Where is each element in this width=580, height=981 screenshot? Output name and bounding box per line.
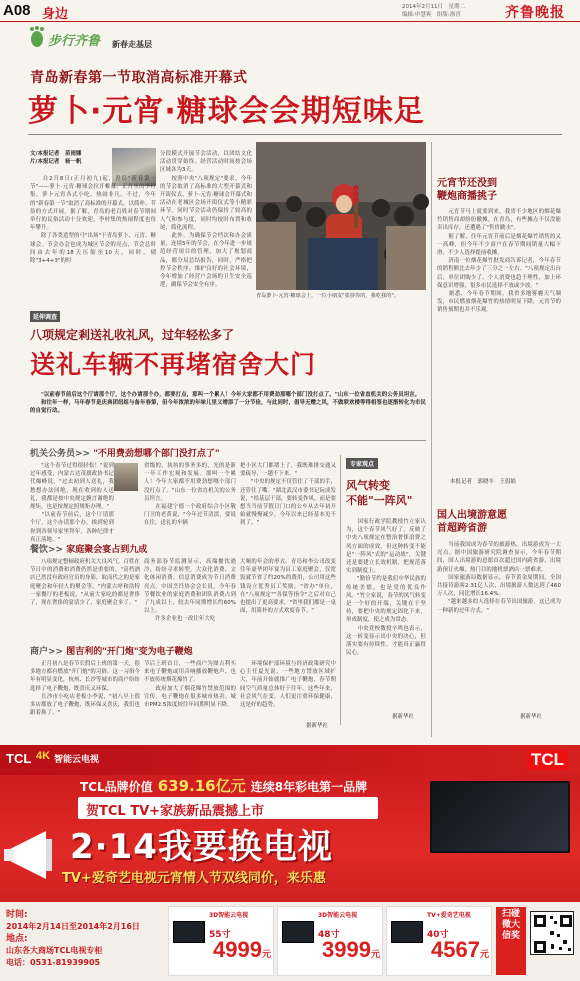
page-header <box>0 0 580 22</box>
product-3-label: TV+爱奇艺电视 <box>427 912 471 919</box>
qr-code-icon <box>531 912 575 956</box>
right-story-2-body: 当前我国成为春节的旅游热，出境游成为一大亮点。据中国旅游研究院调查显示，今年春节期间，国人出境游的意愿首次超过国内跨省游，出境游预订火爆，热门目的地机票酒店一票难求。 国家旅游局数据显示，春节黄金周期间，全国共接待游客2.31亿人次，出境旅游人数达到了460万人次，同比增长16.4%。 "越来越多的人选择在春节出国旅游，这已成为一种新的过年方式。" <box>437 542 561 614</box>
ad-brand: TCL <box>6 751 32 766</box>
issue-date: 2014年2月11日 星期二 <box>402 4 465 10</box>
commentary-credit: 据新华社 <box>392 714 414 720</box>
sub1-column-3: 把小区大门都堵上了，我既难排交通又要疏导，一趟不下来。" "中央的规定不仅管住了干部的手，还管住了嘴。"湖北武汉市委书记阮成发说，"给基层干部，要转变作风，而是要想当当前节假日门口的公车从去年初开始就慢慢减少，今年以来已经基本见不到了。" <box>240 463 336 527</box>
story-headline: 送礼车辆不再堵宿舍大门 <box>30 350 317 379</box>
ad-product-1 <box>168 906 274 976</box>
column-subtitle: 新春走基层 <box>112 40 152 49</box>
product-1-size: 55寸 <box>209 930 231 940</box>
ad-product-2 <box>277 906 383 976</box>
column-brand-label: 步行齐鲁 <box>48 34 101 49</box>
product-3-tv-icon <box>391 921 423 943</box>
ad-tagline: TV+爱奇艺电视元宵情人节双线同价，来乐惠 <box>62 871 326 886</box>
sub1-label: 机关公务员>> <box>30 449 91 459</box>
lead-column-2: 分段模式开展节会活动，以团结文化活动贯穿始终。经营活动时间按会场区域各为3天。 按照中央"八项规定"要求，今年的节会取消了高标准的大型开幕式和开街仪式，萝卜·元宵·糖球会开幕式和活动在老城区会场开街仪式等小精彩环节。同时节会活动仍保持了较高的人气和参与度，同时均按时布置和收尾，简化流程。 此外，为确保节会档次和办会质量，连续5年的节会，在今年进一步规范经营项目的管理，加大了规划商品，都分局总结报告，同时，严格把控节会秩序，维护良好的社会环境，今年增加了经营户会场的卫生安全巡逻，确保节会安全有序。 <box>160 151 252 289</box>
sub3-column-3: 环境保护部环境与经济政策研究中心主任夏光说，一些地方禁放区域扩大，年前开始就推广电子鞭炮，春节期间空气质量总体好于往年。这些年来，社会风气在变，人们更注重环保健康，这是好的趋势。 <box>240 661 336 709</box>
product-3-size: 40寸 <box>427 930 449 940</box>
ad-banner-text: 贺TCL TV+家族新品震撼上市 <box>86 804 265 819</box>
right-story-1-credit: 本报记者 郭晓丰 王倡娟 <box>450 479 516 485</box>
sub1-column-2: 省级的，执执的事务多的，光的是新一年工作宏观和发展。那叫一个累人！今年大家都不用费劲想哪个部门没打点了。"山东一位省直机关的公务员坦言。 在福建宁德一个政府综合小区敬门卫的老黄说，"今年过节清淡，要说在往，送礼的车辆 <box>144 463 236 527</box>
ad-time-value: 2014年2月14日至2014年2月16日 <box>6 922 140 931</box>
qr-char-6: 奖 <box>511 931 521 941</box>
ad-value: 639.16亿元 <box>157 777 246 795</box>
lead-byline: 文/本报记者 苗雨娜 片/本报记者 杨一帆 <box>30 151 82 166</box>
editor-credits: 编辑:申慧爽 组版:洛青 <box>402 12 461 18</box>
ad-qr-text <box>496 907 526 975</box>
right-story-1-body: 元宵节马上就要到来，我省不少地区的烟花爆竹销售商却纷纷撤摊。在青岛，有些摊点不仅没能卖出库存，还遭遇了"售价跳水"。 据了解，往年元宵节前后是烟花爆竹销售的又一高峰，但今年不少商户在春节期间销量大幅下滑，不少人选择提前收摊。 济南一位烟花爆竹批发商告诉记者，今年春节的销售额比去年少了三分之一左右。"八项规定出台后，单位团购少了，个人消费也趋于理性，加上环保意识增强，很多市民选择不放或少放。" 据悉，今年春节期间，我省多地雾霾天气频发，市民燃放烟花爆竹的热情明显下降，元宵节的销售预期也并不乐观。 <box>437 209 561 314</box>
sub2-label: 餐饮>> <box>30 545 64 555</box>
lead-photo-caption: 青岛萝卜·元宵·糖球会上，一位小朋友"张挤你的，我吃我的"。 <box>256 293 399 299</box>
ad-logo: TCL <box>527 750 568 770</box>
page-code: A08 <box>3 2 31 19</box>
sub2-column-1: 八项规定整顿政府机关大良风气，百姓在节日中的消费和消费仍然是重要的。"高档酒店已然没有政府官员的身影，取而代之的是家庭聚会和年轻人的聚会等。"内蒙古呼和浩特一家餐厅的老板说，"从前大家吃的都是奢侈了，现在奢侈的宴请少了，家庭聚会多了。" <box>30 559 140 607</box>
ad-main-slogan: 2·14我要换电视 <box>70 827 333 867</box>
ad-headline-band <box>80 775 480 795</box>
sub2-column-2: 商务部春节监测显示，高端餐饮遇冷，纷纷寻求转型，大众化消费、文化休闲消费、信息消费成为节日消费亮点。中国烹饪协会会长说，今年春节餐饮业的家庭消费和团队消费占到了九成以上，较去年同期增长约60%以上。 许多企业也一改往年大吃 <box>144 559 236 623</box>
lead-column-1: 自2月8日(正月初九)起，青岛"新春第一节"——萝卜·元宵·糖球会拉开帷幕。正月里的李村集，萝卜元宵各式小吃，热闹非凡。不过，今年的"新春第一节"取消了高标准的开幕式，以简朴、节俭的方式开展。据了解，青岛的老百姓对春节期间举行的民俗活动十分欢迎，李村集的热闹程度也每年攀升。 除了各类造型的马"出场"于青岛萝卜、元宵、糖球会。节会办会也成为城区节会的亮点，节会总时间由去年的18天压缩至10天，同时，剔除"3+4+3"的时 <box>30 176 156 265</box>
paper-logo: 齐鲁晚报 <box>505 5 565 21</box>
commentary-body: 国家行政学院教授竹立家认为，这个春节风气好了，反映了中央八项规定在整治奢侈浪费之风方面的成效。但这种转变不能是"一阵风"式的"运动战"，关键还是要建立长效机制，把规范落实到制度上。 "勤俭节约是我们中华民族的传统美德，也是党的优良作风。"竹立家说，春节的风气转变是一个好的开端，关键在于坚持，要把中央的规定固化下来，形成制度，使之成为常态。 中央党校教授辛鸣也表示，这一转变显示出中央的决心，但落实要有持续性，才能真正赢得民心。 <box>346 519 426 657</box>
qr-char-1: 扫 <box>501 909 511 919</box>
commentary-title: 风气转变 不能"一阵风" <box>346 479 413 507</box>
sub2-column-3: 大喝的年会的形式。青岛和李公司改变往年豪华团年宴为员工家庭聚会，仅宽饭就节省了约20%的费用，公司用这些钱设立优秀员工奖励。"省办"单位，在"八项规定""各保等指令"之后对自己也提出了更高要求。"省里我们都是一桌面，用简朴的方式欢度春节。" <box>240 559 336 615</box>
ad-line1: TCL品牌价值 <box>80 780 153 794</box>
sub1-heading <box>30 446 220 459</box>
product-2-price-value: 3999 <box>322 937 371 962</box>
product-2-label: 3D智能云电视 <box>318 912 358 919</box>
footprint-icon <box>28 26 46 48</box>
product-1-tv-icon <box>173 921 205 943</box>
product-1-unit: 元 <box>261 949 271 959</box>
story-intro: "以前春节前后这个厅请那个厅，这个办请那个办，都要打点，那叫一个累人！今年大家都不用费劲那哪个部门没打点了。"山东一位省直机关的公务员坦言。 和往年一样，马年春节是庆典团纽组与备年春第，但今年浓浓的年味儿里又增添了一分节俭，与此同时，倡导无赠之风，不做联欢楼等得相签也逐渐转化为市民的自觉行动。 <box>30 392 426 415</box>
ad-phone: 电话：0531-81939905 <box>6 958 101 967</box>
lead-photo <box>256 142 426 290</box>
sub2-title: 家庭聚会宴占到九成 <box>66 545 148 555</box>
section-name: 身边 <box>42 7 69 22</box>
tv-illustration <box>430 781 570 853</box>
ad-place-label: 地点: <box>6 934 28 944</box>
sub3-column-2: 节后上班首日，一些商户为图吉利买来电子鞭炮或用音响播放鞭炮声，也不放传统烟花爆竹了。 政府加大了烟花爆竹禁放范围的宣传，电子鞭炮在很多城市热卖。城市PM2.5浓度较往年同期明显下降。 <box>144 661 236 709</box>
column-brand <box>28 26 110 52</box>
sub1-photo <box>114 463 138 491</box>
product-2-unit: 元 <box>370 949 380 959</box>
ad-product-3 <box>386 906 492 976</box>
megaphone-icon <box>2 825 66 885</box>
sub2-heading <box>30 542 147 555</box>
product-1-price <box>213 937 271 963</box>
commentary-label: 专家观点 <box>346 458 378 469</box>
product-1-price-value: 4999 <box>213 937 262 962</box>
ad-line2: 连续8年彩电第一品牌 <box>250 780 368 794</box>
qr-code[interactable] <box>530 911 574 955</box>
qr-char-2: 碰 <box>511 909 521 919</box>
right-story-2-title: 国人出境游意愿 首超跨省游 <box>437 510 507 534</box>
qr-char-5: 信 <box>501 931 511 941</box>
product-1-label: 3D智能云电视 <box>209 912 249 919</box>
sub3-title: 图吉利的"开门炮"变为电子鞭炮 <box>66 647 193 657</box>
product-2-price <box>322 937 380 963</box>
ad-time-label: 时间: <box>6 910 28 920</box>
lead-kicker: 青岛新春第一节取消高标准开幕式 <box>30 70 248 86</box>
ad-brand-tag: 4K <box>36 750 51 762</box>
story2-credit: 据新华社 <box>306 723 328 729</box>
ad-event-info <box>6 909 166 969</box>
story-tag: 延伸调查 <box>30 311 60 322</box>
ad-banner <box>78 797 378 819</box>
tcl-advertisement <box>0 745 580 981</box>
qr-char-4: 大 <box>511 920 521 930</box>
product-3-price-value: 4567 <box>431 937 480 962</box>
ad-brand-sub: 智能云电视 <box>54 755 100 765</box>
product-2-tv-icon <box>282 921 314 943</box>
product-3-unit: 元 <box>479 949 489 959</box>
crowd-photo-illustration <box>256 142 426 290</box>
product-2-size: 48寸 <box>318 930 340 940</box>
sub1-title: "不用费劲想哪个部门没打点了" <box>93 449 220 459</box>
product-3-price <box>431 937 489 963</box>
megaphone-graphic <box>2 825 66 885</box>
sub3-heading <box>30 644 193 657</box>
ad-top-band <box>0 745 580 775</box>
lead-headline: 萝卜·元宵·糖球会会期短味足 <box>28 94 425 129</box>
right-story-1-title: 元宵节还没到 鞭炮商播挑子 <box>437 178 497 202</box>
ad-place-value: 山东各大商场TCL电视专柜 <box>6 946 103 955</box>
qr-char-3: 微 <box>501 920 511 930</box>
sub1-column-1: "这个春节过得很轻松！"说到过年感受，内蒙古达茂旗政协书记代爆峰说，"过去初到人送礼，我愁想办法回绝，现在收到的人送礼，我都是按中央规定婉言谢绝的规矩，也是按规定照规矩办理。" "以前春节前后，这个厅请那个厅，这个办请那个办，挨到轮到你到各领导家里拜年，各种纪律才真正落地。" <box>30 463 114 543</box>
story-kicker: 八项规定剎送礼收礼风，过年轻松多了 <box>30 328 235 342</box>
right-story-2-credit: 据新华社 <box>520 714 542 720</box>
sub3-column-1: 正月初八是春节长假后上班的第一天，很多地方都有燃放"开门炮"的习俗。这一习俗今年有明显变化，杭州、长沙等城市的商户纷纷选择了电子鞭炮，既喜庆又环保。 长沙市小吃店老板小李说，"初八早上很多店都放了电子鞭炮，既环保又喜庆，我们也跟着换了。" <box>30 661 140 717</box>
sub3-label: 商户>> <box>30 647 64 657</box>
